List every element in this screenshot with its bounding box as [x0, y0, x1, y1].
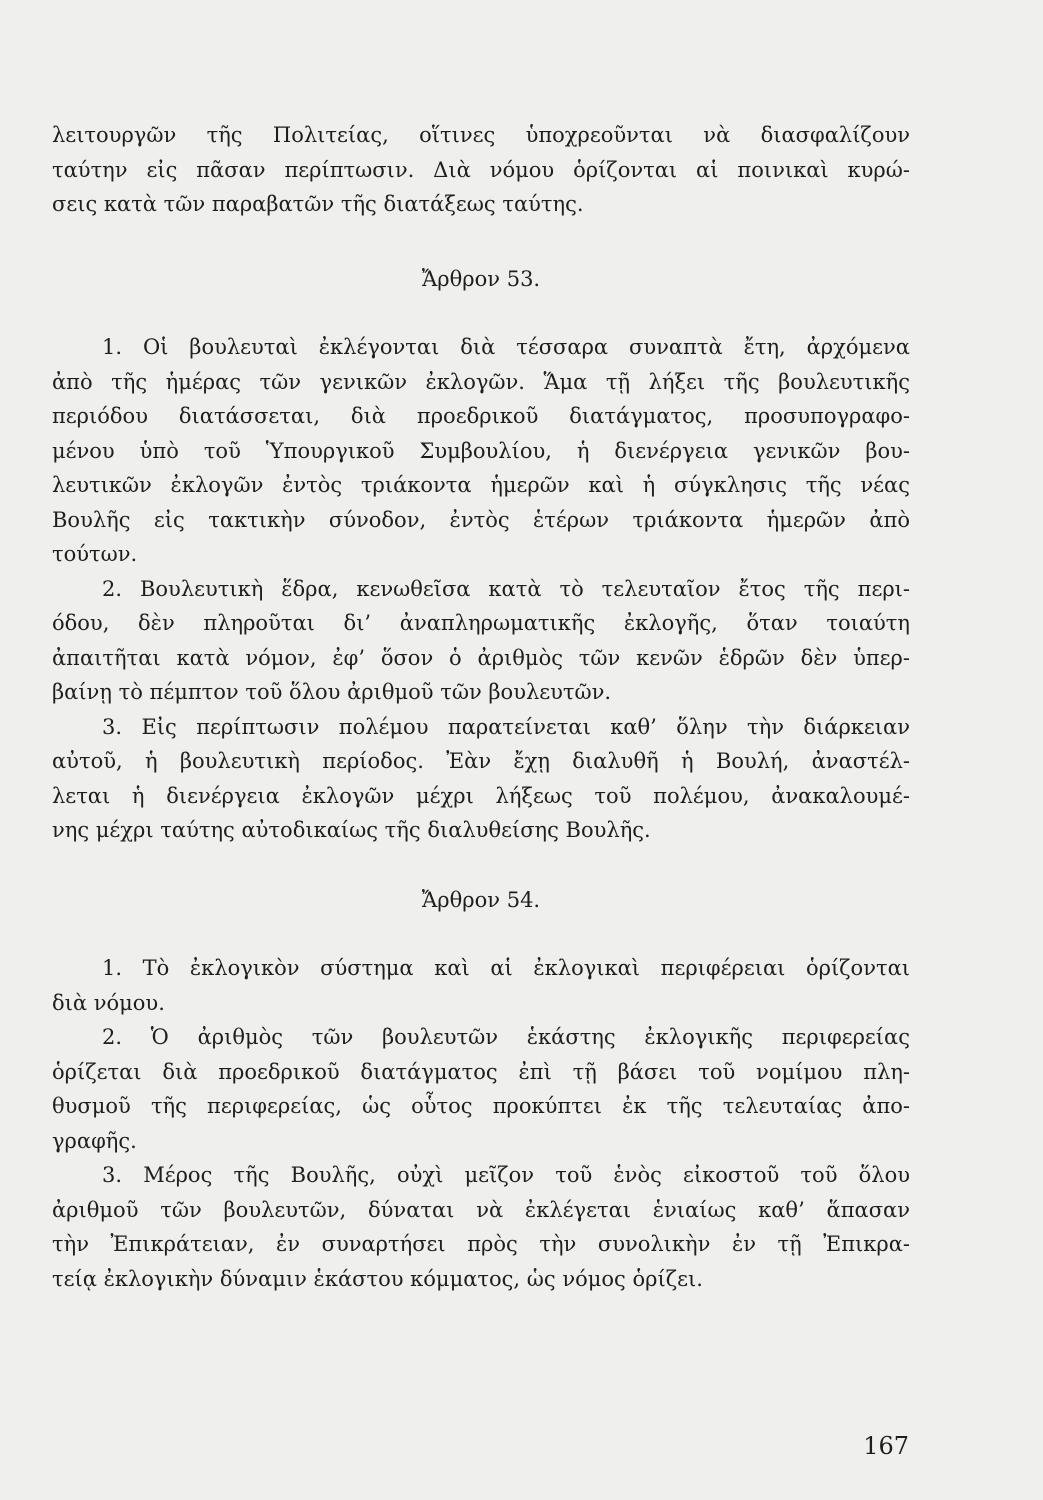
- text-line: γραφῆς.: [52, 1128, 137, 1153]
- text-line: αὐτοῦ, ἡ βουλευτικὴ περίοδος. Ἐὰν ἔχῃ διαλυθῆ ἡ Βουλή, ἀναστέλ-: [52, 749, 910, 773]
- text-line: τείᾳ ἐκλογικὴν δύναμιν ἑκάστου κόμματος, ὡς νόμος ὁρίζει.: [52, 1266, 703, 1291]
- text-line: 1. Οἱ βουλευταὶ ἐκλέγονται διὰ τέσσαρα συναπτὰ ἔτη, ἀρχόμενα: [102, 335, 910, 359]
- article-53-paragraph-2: [52, 572, 910, 710]
- text-line: θυσμοῦ τῆς περιφερείας, ὡς οὗτος προκύπτει ἐκ τῆς τελευταίας ἀπο-: [52, 1094, 910, 1118]
- text-line: ἀπαιτῆται κατὰ νόμον, ἐφ’ ὅσον ὁ ἀριθμὸς τῶν κενῶν ἑδρῶν δὲν ὑπερ-: [52, 645, 910, 670]
- text-line: τὴν Ἐπικράτειαν, ἐν συναρτήσει πρὸς τὴν συνολικὴν ἐν τῇ Ἐπικρα-: [52, 1232, 910, 1256]
- text-line: διὰ νόμου.: [52, 990, 165, 1015]
- text-line: ἀπὸ τῆς ἡμέρας τῶν γενικῶν ἐκλογῶν. Ἅμα τῇ λήξει τῆς βουλευτικῆς: [52, 369, 910, 394]
- page-number: 167: [863, 1432, 909, 1460]
- text-line: όδου, δὲν πληροῦται δι’ ἀναπληρωματικῆς ἐκλογῆς, ὅταν τοιαύτη: [52, 611, 910, 635]
- text-line: περιόδου διατάσσεται, διὰ προεδρικοῦ διατάγματος, προσυπογραφο-: [52, 404, 910, 428]
- article-53-heading: Ἄρθρον 53.: [421, 266, 541, 291]
- text-line: λευτικῶν ἐκλογῶν ἐντὸς τριάκοντα ἡμερῶν καὶ ἡ σύγκλησις τῆς νέας: [52, 473, 910, 497]
- text-line: 2. Ὁ ἀριθμὸς τῶν βουλευτῶν ἑκάστης ἐκλογικῆς περιφερείας: [102, 1025, 910, 1049]
- text-line: 2. Βουλευτικὴ ἕδρα, κενωθεῖσα κατὰ τὸ τελευταῖον ἔτος τῆς περι-: [102, 576, 910, 601]
- article-53-paragraph-3: [52, 710, 910, 848]
- text-line: 3. Μέρος τῆς Βουλῆς, οὐχὶ μεῖζον τοῦ ἑνὸς εἰκοστοῦ τοῦ ὅλου: [102, 1163, 910, 1187]
- article-53-paragraph-1: [52, 330, 910, 572]
- article-54-heading: Ἄρθρον 54.: [421, 887, 541, 912]
- text-line: τούτων.: [52, 542, 138, 566]
- intro-paragraph: [52, 118, 910, 222]
- text-line: Βουλῆς εἰς τακτικὴν σύνοδον, ἐντὸς ἑτέρων τριάκοντα ἡμερῶν ἀπὸ: [52, 507, 910, 532]
- text-line: 3. Εἰς περίπτωσιν πολέμου παρατείνεται καθ’ ὅλην τὴν διάρκειαν: [102, 714, 910, 739]
- text-line: βαίνῃ τὸ πέμπτον τοῦ ὅλου ἀριθμοῦ τῶν βουλευτῶν.: [52, 680, 612, 704]
- text-line: σεις κατὰ τῶν παραβατῶν τῆς διατάξεως ταύτης.: [52, 192, 584, 216]
- text-line: μένου ὑπὸ τοῦ Ὑπουργικοῦ Συμβουλίου, ἡ διενέργεια γενικῶν βου-: [52, 438, 910, 463]
- article-54-paragraph-3: [52, 1158, 910, 1296]
- text-line: ταύτην εἰς πᾶσαν περίπτωσιν. Διὰ νόμου ὁρίζονται αἱ ποινικαὶ κυρώ-: [52, 157, 910, 182]
- text-line: ἀριθμοῦ τῶν βουλευτῶν, δύναται νὰ ἐκλέγεται ἑνιαίως καθ’ ἅπασαν: [52, 1197, 910, 1222]
- article-54-paragraph-1: [52, 951, 910, 1020]
- text-line: λειτουργῶν τῆς Πολιτείας, οἵτινες ὑποχρεοῦνται νὰ διασφαλίζουν: [52, 123, 910, 147]
- text-line: νης μέχρι ταύτης αὐτοδικαίως τῆς διαλυθείσης Βουλῆς.: [52, 818, 651, 842]
- text-line: 1. Τὸ ἐκλογικὸν σύστημα καὶ αἱ ἐκλογικαὶ περιφέρειαι ὁρίζονται: [102, 956, 910, 980]
- article-54-paragraph-2: [52, 1020, 910, 1158]
- body-text: [52, 118, 910, 1296]
- text-line: λεται ἡ διενέργεια ἐκλογῶν μέχρι λήξεως τοῦ πολέμου, ἀνακαλουμέ-: [52, 783, 910, 808]
- text-line: ὁρίζεται διὰ προεδρικοῦ διατάγματος ἐπὶ τῇ βάσει τοῦ νομίμου πλη-: [52, 1059, 910, 1084]
